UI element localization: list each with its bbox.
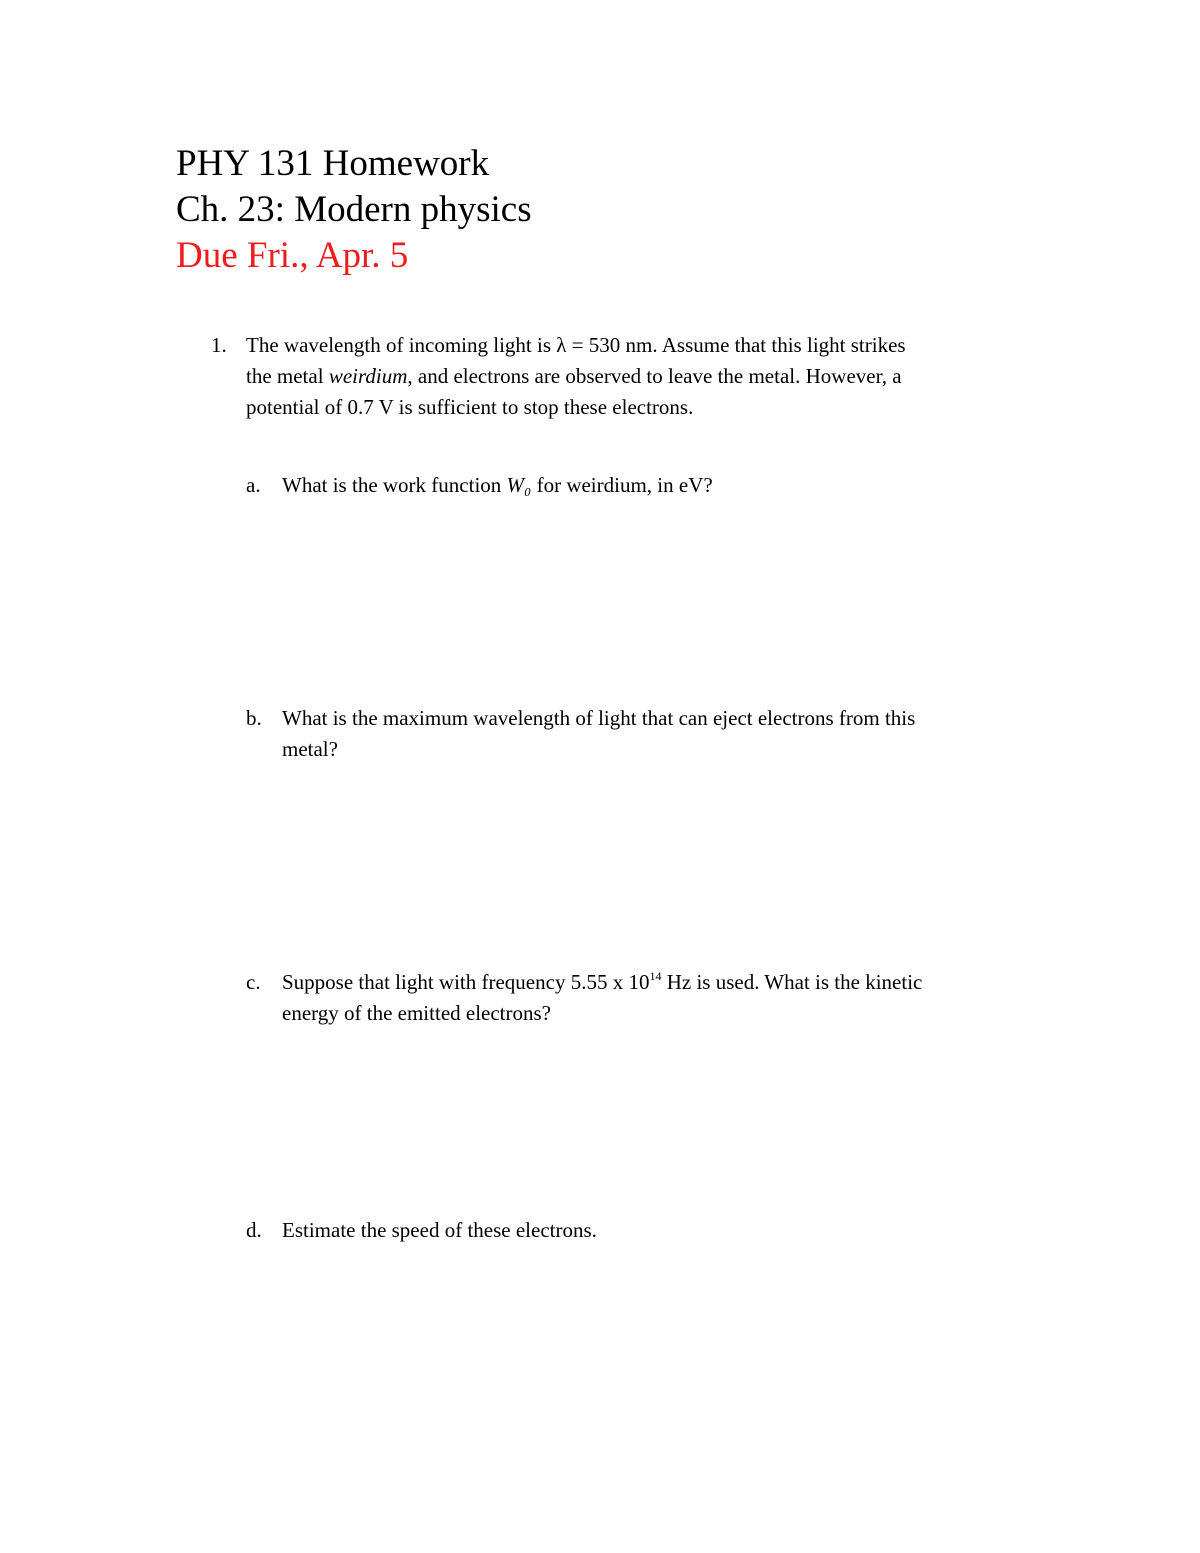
metal-name: weirdium (328, 364, 408, 388)
part-d-question: Estimate the speed of these electrons. (282, 1218, 597, 1242)
problem-text-line-2 (246, 361, 902, 392)
part-b-label: b. (246, 706, 262, 730)
due-date: Due Fri., Apr. 5 (176, 235, 409, 276)
frequency-exponent: 14 (649, 969, 662, 983)
work-function-symbol: W₀ (506, 473, 532, 497)
problem-number: 1. (211, 333, 227, 357)
part-c-label: c. (246, 970, 261, 994)
lambda-symbol: λ (556, 333, 567, 357)
problem-text-segment: the metal (246, 364, 329, 388)
part-c-text: Suppose that light with frequency 5.55 x 10 (282, 970, 650, 994)
part-a-text: for weirdium, in eV? (531, 473, 713, 497)
course-title: PHY 131 Homework (176, 143, 490, 184)
part-a-question (282, 470, 713, 501)
part-c-text: Hz is used. What is the kinetic (661, 970, 923, 994)
problem-text-segment: , and electrons are observed to leave the metal. However, a (407, 364, 902, 388)
problem-text-segment: = 530 nm. Assume that this light strikes (566, 333, 906, 357)
part-b-question-line-2: metal? (282, 737, 338, 761)
part-a-label: a. (246, 473, 261, 497)
problem-text-segment: The wavelength of incoming light is (246, 333, 557, 357)
part-c-question-line-2: energy of the emitted electrons? (282, 1001, 552, 1025)
part-b-question-line-1: What is the maximum wavelength of light that can eject electrons from this (282, 706, 916, 730)
part-c-question-line-1 (282, 967, 922, 998)
problem-text-line-3: potential of 0.7 V is sufficient to stop these electrons. (246, 395, 694, 419)
part-d-label: d. (246, 1218, 262, 1242)
problem-text-line-1 (246, 330, 906, 361)
chapter-title: Ch. 23: Modern physics (176, 189, 532, 230)
part-a-text: What is the work function (282, 473, 507, 497)
